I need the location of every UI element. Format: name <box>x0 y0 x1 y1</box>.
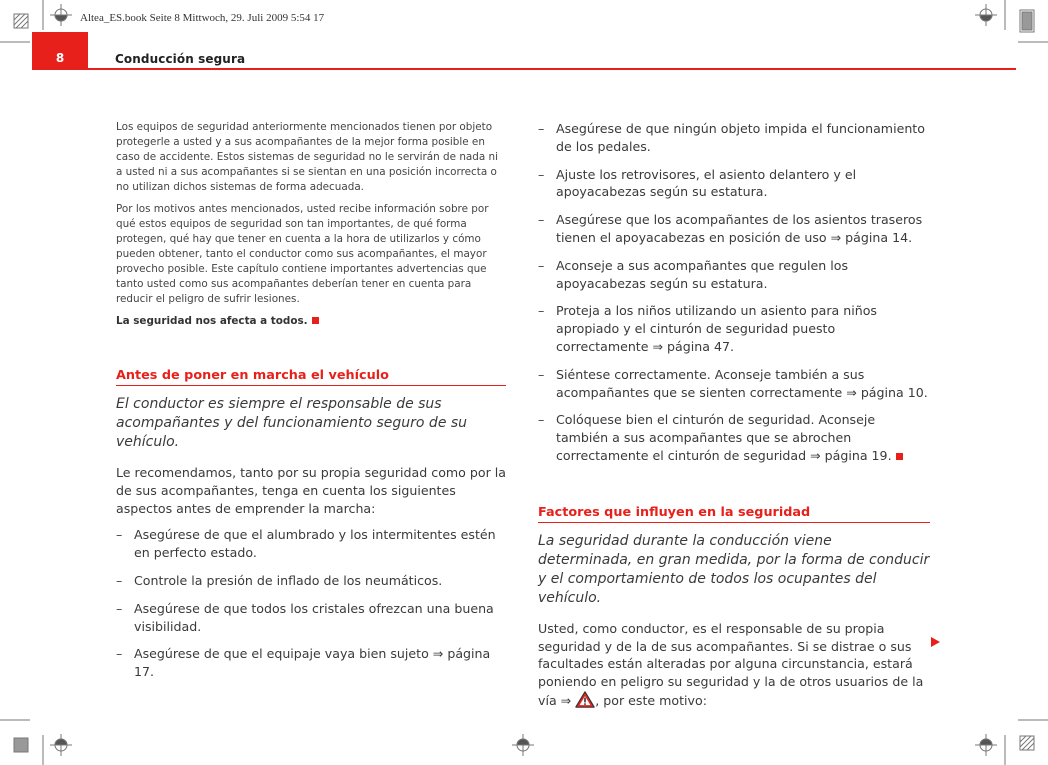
intro-bold-line <box>116 314 506 329</box>
checklist-right <box>538 120 930 465</box>
warning-triangle-icon <box>575 691 595 713</box>
left-column <box>116 120 506 691</box>
right-column <box>538 120 930 722</box>
dash-mark: – <box>116 600 123 616</box>
body-text-after-icon: , por este motivo: <box>595 692 707 708</box>
list-item <box>538 120 930 156</box>
dash-mark: – <box>538 257 545 273</box>
dash-mark: – <box>538 121 545 136</box>
intro-bold-text: La seguridad nos afecta a todos. <box>116 315 308 327</box>
list-item <box>538 302 930 355</box>
section-title: Conducción segura <box>115 52 246 66</box>
intro-paragraph-1: Los equipos de seguridad anteriormente mencionados tienen por objeto protegerle a usted y a sus acompañantes de la mejor forma posible en caso de accidente. Estos sistemas de seguridad no le servirán de nada ni a usted ni a sus acompañantes si se sientan en una posición incorrecta o no utilizan dichos sistemas de forma adecuada. <box>116 121 499 193</box>
dash-mark: – <box>116 572 123 588</box>
checklist-left <box>116 526 506 681</box>
list-item <box>538 257 930 293</box>
list-item-text: Asegúrese de que ningún objeto impida el funcionamiento de los pedales. <box>556 121 925 154</box>
list-item-text: Colóquese bien el cinturón de seguridad. Aconseje también a sus acompañantes que se abrochen correctamente el cinturón de seguridad ⇒ página 19. <box>556 412 892 463</box>
body-text-before-icon: Usted, como conductor, es el responsable de su propia seguridad y de la de sus acompañantes. Si se distrae o sus facultades están alteradas por alguna circunstancia, estará poniendo en peligro su seguridad y la de otros usuarios de la vía ⇒ <box>538 620 924 708</box>
list-item <box>116 600 506 636</box>
body-paragraph-left: Le recomendamos, tanto por su propia seguridad como por la de sus acompañantes, tenga en cuenta los siguientes aspectos antes de emprender la marcha: <box>116 465 506 516</box>
dash-mark: – <box>116 527 123 543</box>
list-item-text: Asegúrese de que el alumbrado y los intermitentes estén en perfecto estado. <box>134 527 496 561</box>
dash-mark: – <box>538 366 545 382</box>
list-item-text: Proteja a los niños utilizando un asiento para niños apropiado y el cinturón de seguridad puesto correctamente ⇒ página 47. <box>556 303 877 354</box>
body-paragraph-right <box>538 620 930 713</box>
list-item-text: Controle la presión de inflado de los neumáticos. <box>134 572 443 588</box>
list-item-text: Asegúrese de que el equipaje vaya bien sujeto ⇒ página 17. <box>134 646 491 680</box>
list-item <box>538 366 930 402</box>
end-square-icon <box>312 317 319 324</box>
end-square-icon <box>896 453 903 460</box>
list-item <box>538 166 930 202</box>
intro-paragraph-2: Por los motivos antes mencionados, usted recibe información sobre por qué estos equipos de seguridad son tan importantes, de qué forma protegen, qué hay que tener en cuenta a la hora de utilizarlos y cómo pueden obtener, tanto el conductor como sus acompañantes, el mayor provecho posible. Este capítulo contiene importantes advertencias que tanto usted como sus acompañantes deberían tener en cuenta para reducir el peligro de sufrir lesiones. <box>116 203 489 305</box>
lead-paragraph-left: El conductor es siempre el responsable de sus acompañantes y del funcionamiento seguro de su vehículo. <box>116 396 468 450</box>
lead-paragraph-right: La seguridad durante la conducción viene determinada, en gran medida, por la forma de conducir y el comportamiento de todos los ocupantes del vehículo. <box>538 532 930 606</box>
list-item <box>116 572 506 590</box>
dash-mark: – <box>538 303 545 319</box>
header-rule <box>88 68 1016 70</box>
dash-mark: – <box>538 166 545 182</box>
list-item-text: Siéntese correctamente. Aconseje también a sus acompañantes que se sienten correctamente ⇒ página 10. <box>556 366 928 400</box>
dash-mark: – <box>538 212 545 228</box>
continue-arrow-icon <box>931 637 940 647</box>
list-item <box>538 211 930 247</box>
list-item-text: Aconseje a sus acompañantes que regulen los apoyacabezas según su estatura. <box>556 257 848 291</box>
section-heading-antes: Antes de poner en marcha el vehículo <box>116 368 506 386</box>
list-item <box>116 645 506 681</box>
list-item <box>116 526 506 562</box>
dash-mark: – <box>538 412 545 428</box>
section-heading-factores: Factores que influyen en la seguridad <box>538 505 930 523</box>
list-item <box>538 411 930 464</box>
dash-mark: – <box>116 646 123 662</box>
list-item-text: Asegúrese que los acompañantes de los asientos traseros tienen el apoyacabezas en posición de uso ⇒ página 14. <box>556 212 923 245</box>
list-item-text: Ajuste los retrovisores, el asiento delantero y el apoyacabezas según su estatura. <box>556 166 857 200</box>
page-number: 8 <box>55 51 65 65</box>
print-header: Altea_ES.book Seite 8 Mittwoch, 29. Juli 2009 5:54 17 <box>80 12 325 24</box>
list-item-text: Asegúrese de que todos los cristales ofrezcan una buena visibilidad. <box>134 600 494 634</box>
